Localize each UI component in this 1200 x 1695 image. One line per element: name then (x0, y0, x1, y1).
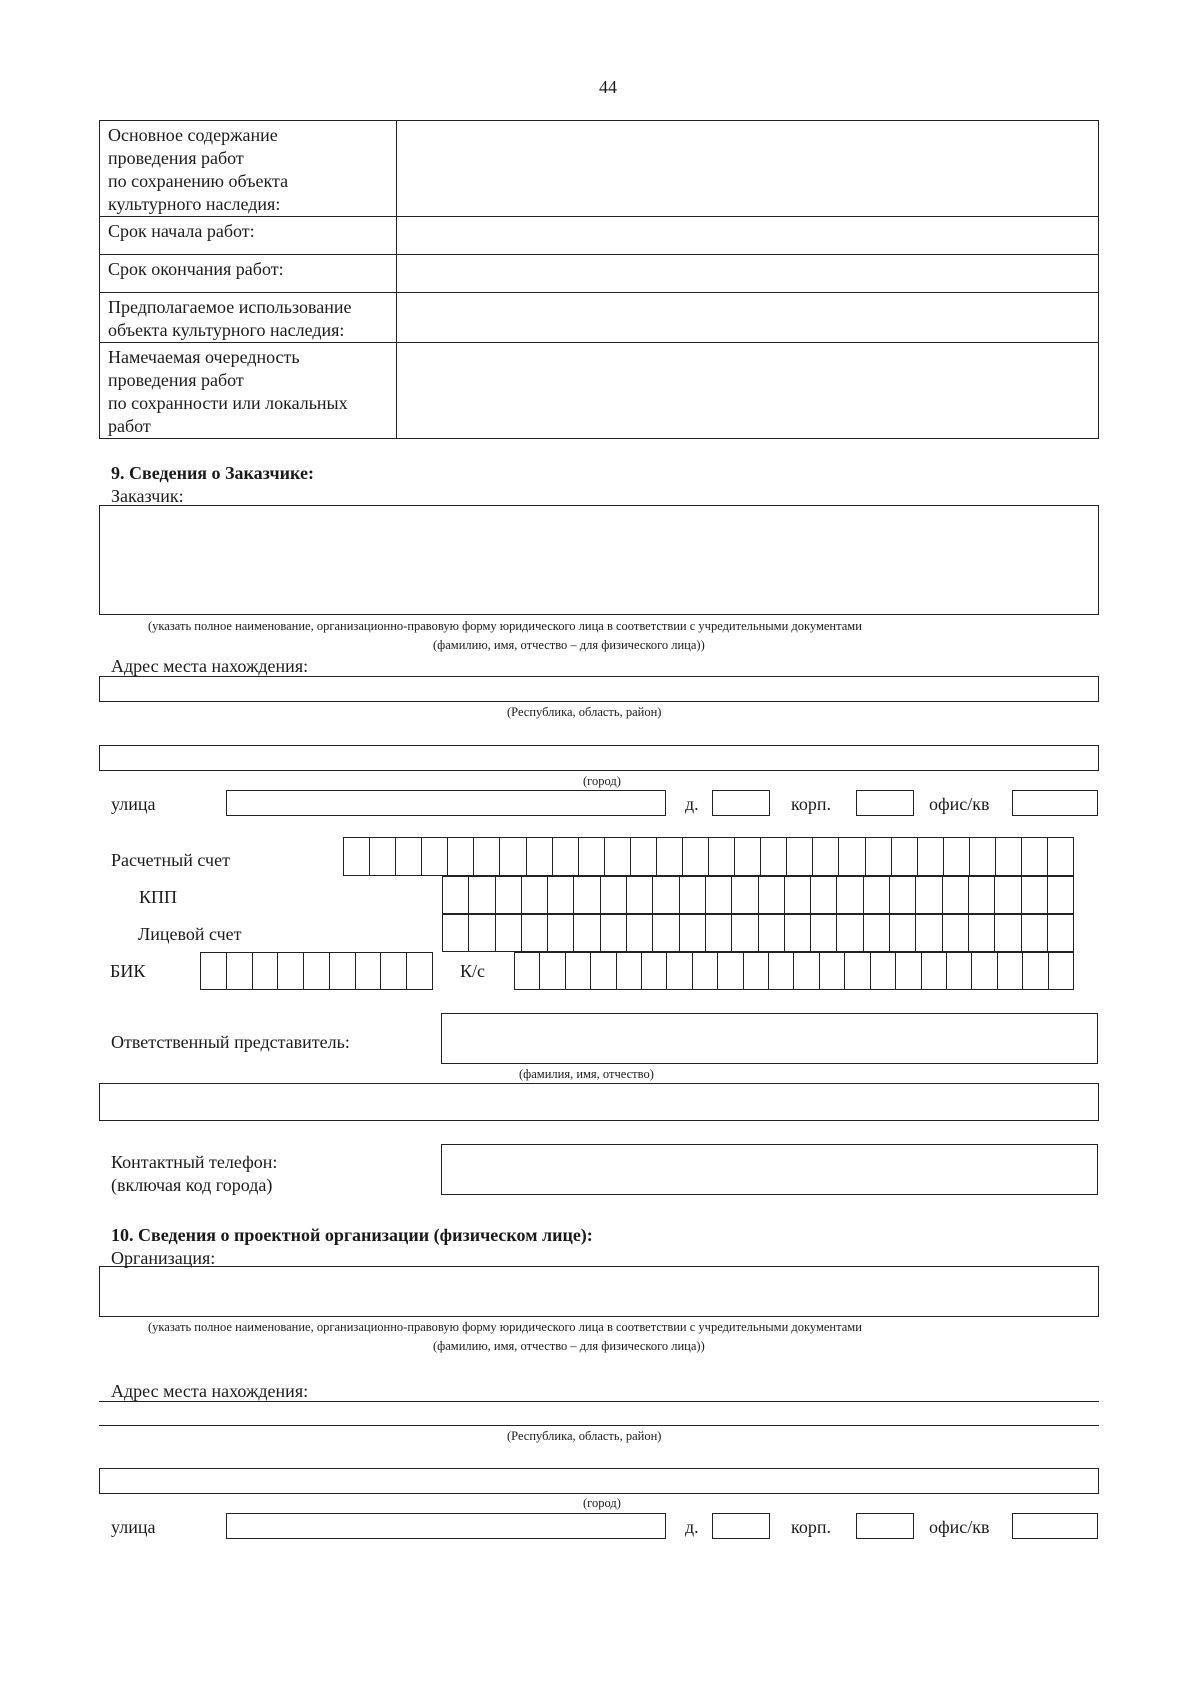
account-label: Расчетный счет (111, 850, 230, 870)
org-house-field[interactable] (712, 1513, 770, 1539)
digit-cell[interactable] (278, 952, 304, 990)
intended-use-field[interactable] (397, 293, 1099, 343)
org-city-field[interactable] (99, 1468, 1099, 1494)
digit-cell[interactable] (732, 914, 758, 952)
digit-cell[interactable] (496, 914, 522, 952)
digit-cell[interactable] (667, 952, 692, 990)
digit-cell[interactable] (627, 876, 653, 914)
digit-cell[interactable] (631, 837, 657, 876)
digit-cell[interactable] (837, 876, 863, 914)
office-label: офис/кв (929, 794, 990, 814)
org-city-hint: (город) (583, 1496, 621, 1510)
street-label: улица (111, 794, 156, 814)
digit-cell[interactable] (837, 914, 863, 952)
digit-cell[interactable] (653, 876, 679, 914)
digit-cell[interactable] (918, 837, 944, 876)
digit-cell[interactable] (787, 837, 813, 876)
digit-cell[interactable] (469, 914, 495, 952)
digit-cell[interactable] (253, 952, 279, 990)
digit-cell[interactable] (381, 952, 407, 990)
content-field[interactable] (397, 121, 1099, 217)
digit-cell[interactable] (820, 952, 845, 990)
org-region-hint: (Республика, область, район) (507, 1429, 662, 1443)
region-hint: (Республика, область, район) (507, 705, 662, 719)
digit-cell[interactable] (574, 914, 600, 952)
digit-cell[interactable] (601, 876, 627, 914)
digit-cell[interactable] (1022, 914, 1048, 952)
row-label: Основное содержание проведения работ по сохранению объекта культурного наследия: (100, 121, 397, 217)
digit-cell[interactable] (916, 914, 942, 952)
org-address-line[interactable] (99, 1401, 1099, 1402)
org-office-label: офис/кв (929, 1517, 990, 1537)
digit-cell[interactable] (944, 837, 970, 876)
table-row (100, 343, 1099, 439)
organization-field[interactable] (99, 1266, 1099, 1317)
representative-hint: (фамилия, имя, отчество) (519, 1067, 654, 1081)
digit-cell[interactable] (522, 876, 548, 914)
digit-cell[interactable] (548, 876, 574, 914)
digit-cell[interactable] (201, 952, 227, 990)
digit-cell[interactable] (396, 837, 422, 876)
digit-cell[interactable] (627, 914, 653, 952)
digit-cell[interactable] (330, 952, 356, 990)
page-number: 44 (599, 77, 617, 97)
digit-cell[interactable] (653, 914, 679, 952)
digit-cell[interactable] (970, 837, 996, 876)
start-date-field[interactable] (397, 217, 1099, 255)
digit-cell[interactable] (761, 837, 787, 876)
customer-field[interactable] (99, 505, 1099, 615)
digit-cell[interactable] (839, 837, 865, 876)
digit-cell[interactable] (540, 952, 565, 990)
digit-cell[interactable] (969, 914, 995, 952)
ks-cells[interactable] (514, 952, 1074, 990)
digit-cell[interactable] (896, 952, 921, 990)
digit-cell[interactable] (527, 837, 553, 876)
office-field[interactable] (1012, 790, 1098, 816)
digit-cell[interactable] (996, 837, 1022, 876)
phone-label-2: (включая код города) (111, 1175, 273, 1195)
digit-cell[interactable] (871, 952, 896, 990)
digit-cell[interactable] (706, 876, 732, 914)
digit-cell[interactable] (1048, 914, 1074, 952)
digit-cell[interactable] (785, 876, 811, 914)
priority-field[interactable] (397, 343, 1099, 439)
works-table (99, 120, 1099, 439)
personal-account-label: Лицевой счет (138, 924, 242, 944)
address-label: Адрес места нахождения: (111, 656, 309, 676)
org-building-field[interactable] (856, 1513, 914, 1539)
digit-cell[interactable] (407, 952, 433, 990)
digit-cell[interactable] (866, 837, 892, 876)
phone-label: Контактный телефон: (111, 1152, 278, 1172)
org-region-line[interactable] (99, 1425, 1099, 1426)
digit-cell[interactable] (591, 952, 616, 990)
digit-cell[interactable] (995, 914, 1021, 952)
customer-label: Заказчик: (111, 486, 184, 506)
kpp-cells[interactable] (442, 876, 1074, 914)
digit-cell[interactable] (642, 952, 667, 990)
digit-cell[interactable] (617, 952, 642, 990)
digit-cell[interactable] (356, 952, 382, 990)
digit-cell[interactable] (500, 837, 526, 876)
bik-label: БИК (110, 961, 146, 981)
org-street-field[interactable] (226, 1513, 666, 1539)
phone-field[interactable] (441, 1144, 1098, 1195)
digit-cell[interactable] (706, 914, 732, 952)
row-label: Срок начала работ: (100, 217, 397, 255)
digit-cell[interactable] (370, 837, 396, 876)
org-office-field[interactable] (1012, 1513, 1098, 1539)
digit-cell[interactable] (515, 952, 540, 990)
section10-heading: 10. Сведения о проектной организации (физическом лице): (111, 1225, 593, 1245)
digit-cell[interactable] (998, 952, 1023, 990)
row-label: Срок окончания работ: (100, 255, 397, 293)
digit-cell[interactable] (744, 952, 769, 990)
ks-label: К/с (460, 961, 485, 981)
digit-cell[interactable] (890, 914, 916, 952)
digit-cell[interactable] (943, 914, 969, 952)
building-field[interactable] (856, 790, 914, 816)
digit-cell[interactable] (469, 876, 495, 914)
digit-cell[interactable] (443, 914, 469, 952)
digit-cell[interactable] (601, 914, 627, 952)
city-field[interactable] (99, 745, 1099, 771)
table-row (100, 293, 1099, 343)
digit-cell[interactable] (759, 914, 785, 952)
digit-cell[interactable] (794, 952, 819, 990)
digit-cell[interactable] (922, 952, 947, 990)
organization-hint: (указать полное наименование, организационно-правовую форму юридического лица в соответствии с учредительными документами (148, 1320, 862, 1334)
digit-cell[interactable] (995, 876, 1021, 914)
digit-cell[interactable] (227, 952, 253, 990)
digit-cell[interactable] (574, 876, 600, 914)
digit-cell[interactable] (548, 914, 574, 952)
digit-cell[interactable] (1049, 952, 1074, 990)
digit-cell[interactable] (304, 952, 330, 990)
digit-cell[interactable] (916, 876, 942, 914)
digit-cell[interactable] (448, 837, 474, 876)
street-field[interactable] (226, 790, 666, 816)
account-cells[interactable] (343, 837, 1074, 876)
digit-cell[interactable] (680, 914, 706, 952)
digit-cell[interactable] (422, 837, 448, 876)
digit-cell[interactable] (344, 837, 370, 876)
bik-cells[interactable] (200, 952, 433, 990)
building-label: корп. (791, 794, 831, 814)
end-date-field[interactable] (397, 255, 1099, 293)
digit-cell[interactable] (813, 837, 839, 876)
house-field[interactable] (712, 790, 770, 816)
digit-cell[interactable] (693, 952, 718, 990)
digit-cell[interactable] (1022, 837, 1048, 876)
digit-cell[interactable] (735, 837, 761, 876)
representative-field[interactable] (441, 1013, 1098, 1064)
digit-cell[interactable] (566, 952, 591, 990)
row-label: Предполагаемое использование объекта культурного наследия: (100, 293, 397, 343)
digit-cell[interactable] (680, 876, 706, 914)
digit-cell[interactable] (474, 837, 500, 876)
digit-cell[interactable] (1048, 876, 1074, 914)
table-row (100, 121, 1099, 217)
digit-cell[interactable] (943, 876, 969, 914)
table-row (100, 217, 1099, 255)
digit-cell[interactable] (811, 914, 837, 952)
section9-heading: 9. Сведения о Заказчике: (111, 463, 314, 483)
digit-cell[interactable] (1022, 876, 1048, 914)
organization-label: Организация: (111, 1248, 216, 1268)
house-label: д. (685, 794, 699, 814)
personal-account-cells[interactable] (442, 914, 1074, 952)
row-label: Намечаемая очередность проведения работ по сохранности или локальных работ (100, 343, 397, 439)
digit-cell[interactable] (947, 952, 972, 990)
digit-cell[interactable] (864, 876, 890, 914)
digit-cell[interactable] (759, 876, 785, 914)
customer-hint: (указать полное наименование, организационно-правовую форму юридического лица в соответствии с учредительными документами (148, 619, 862, 633)
city-hint: (город) (583, 774, 621, 788)
digit-cell[interactable] (1048, 837, 1074, 876)
kpp-label: КПП (139, 887, 178, 907)
representative-field-2[interactable] (99, 1083, 1099, 1121)
org-house-label: д. (685, 1517, 699, 1537)
org-building-label: корп. (791, 1517, 831, 1537)
digit-cell[interactable] (683, 837, 709, 876)
digit-cell[interactable] (811, 876, 837, 914)
representative-label: Ответственный представитель: (111, 1032, 350, 1052)
digit-cell[interactable] (718, 952, 743, 990)
org-address-label: Адрес места нахождения: (111, 1381, 309, 1401)
org-street-label: улица (111, 1517, 156, 1537)
digit-cell[interactable] (522, 914, 548, 952)
digit-cell[interactable] (496, 876, 522, 914)
digit-cell[interactable] (443, 876, 469, 914)
region-field[interactable] (99, 676, 1099, 702)
digit-cell[interactable] (657, 837, 683, 876)
digit-cell[interactable] (845, 952, 870, 990)
digit-cell[interactable] (969, 876, 995, 914)
digit-cell[interactable] (605, 837, 631, 876)
digit-cell[interactable] (892, 837, 918, 876)
customer-hint-2: (фамилию, имя, отчество – для физического лица)) (433, 638, 705, 652)
digit-cell[interactable] (785, 914, 811, 952)
digit-cell[interactable] (553, 837, 579, 876)
table-row (100, 255, 1099, 293)
digit-cell[interactable] (769, 952, 794, 990)
digit-cell[interactable] (890, 876, 916, 914)
digit-cell[interactable] (972, 952, 997, 990)
digit-cell[interactable] (732, 876, 758, 914)
digit-cell[interactable] (709, 837, 735, 876)
digit-cell[interactable] (579, 837, 605, 876)
organization-hint-2: (фамилию, имя, отчество – для физического лица)) (433, 1339, 705, 1353)
digit-cell[interactable] (1023, 952, 1048, 990)
digit-cell[interactable] (864, 914, 890, 952)
